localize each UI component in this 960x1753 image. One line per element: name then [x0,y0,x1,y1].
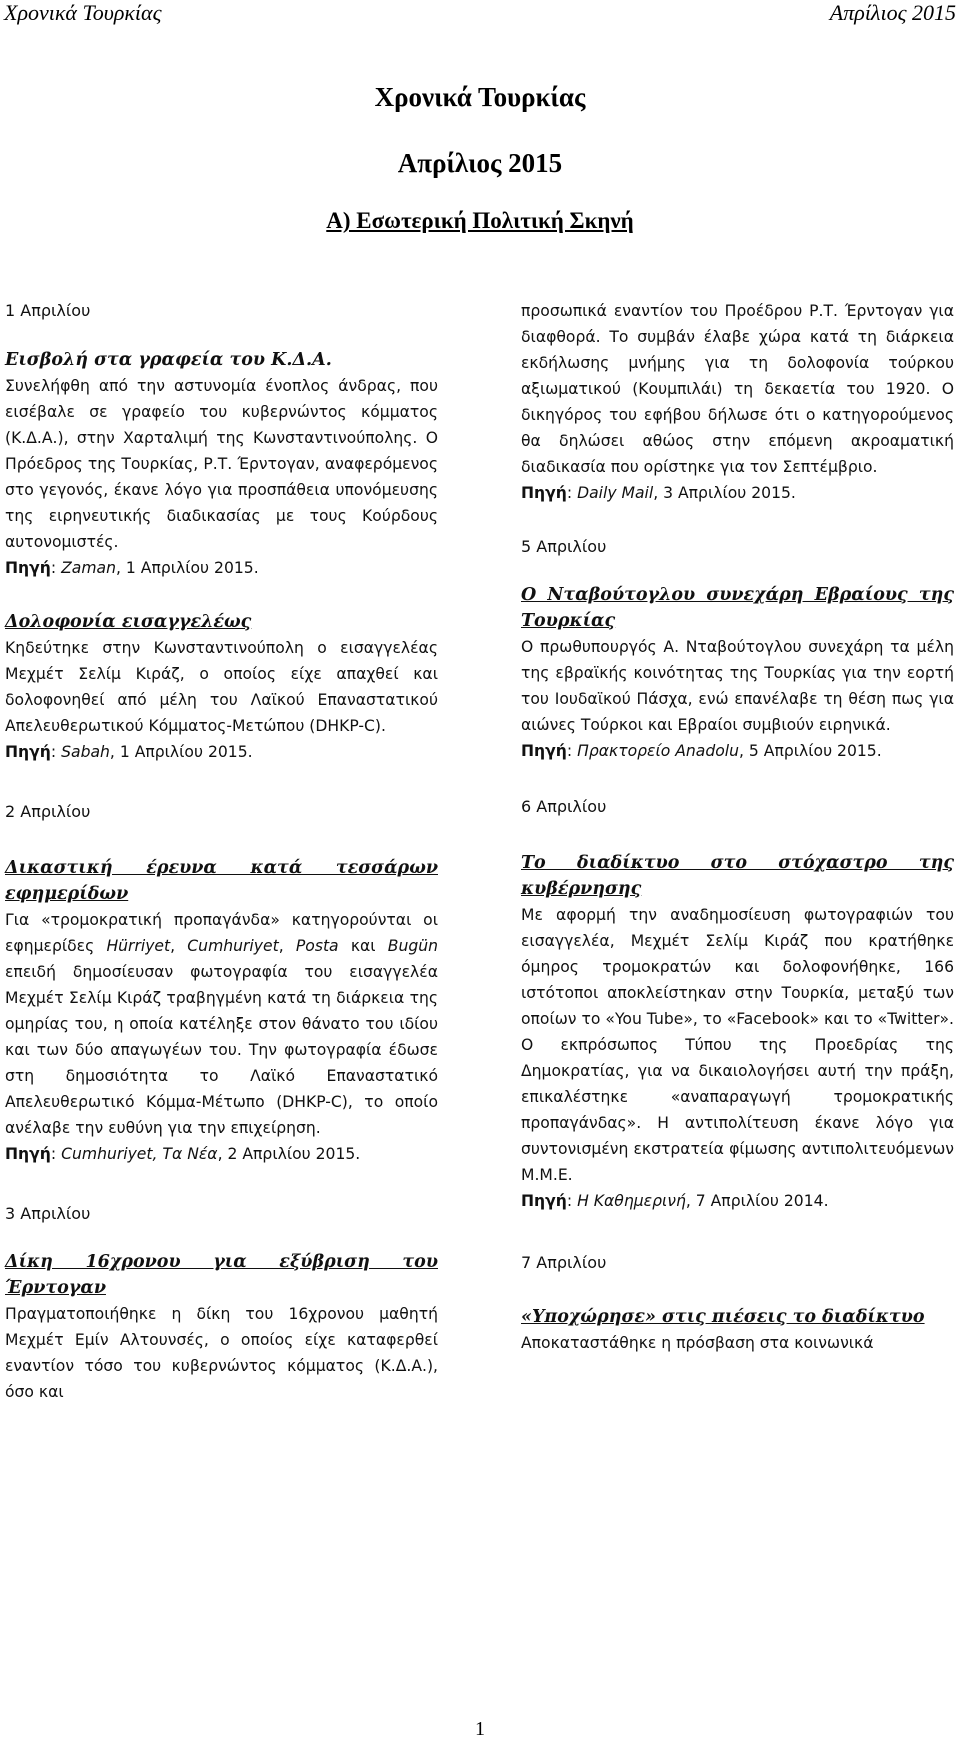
source-line: Πηγή: Sabah, 1 Απριλίου 2015. [5,743,253,761]
heading-newspapers-probe: Δικαστική έρευνα κατά τεσσάρων εφημερίδων [5,858,438,904]
source-line: Πηγή: Η Καθημερινή, 7 Απριλίου 2014. [521,1192,829,1210]
date-1-april: 1 Απριλίου [5,301,91,320]
page-month: Απρίλιος 2015 [397,148,563,178]
date-2-april: 2 Απριλίου [5,802,91,821]
article-davutoglu-jews: Ο πρωθυπουργός Α. Νταβούτογλου συνεχάρη τα μέλη της εβραϊκής κοινότητας της Τουρκίας για την εορτή του Ιουδαϊκού Πάσχα, ενώ επανέλαβε τη θέση πως για αιώνες Τούρκοι και Εβραίοι συμβιούν ειρηνικά. [521,638,954,734]
date-6-april: 6 Απριλίου [521,797,607,816]
source-line: Πηγή: Cumhuriyet, Τα Νέα, 2 Απριλίου 2015. [5,1145,361,1163]
page-number: 1 [475,1718,485,1740]
article-kda-raid: Συνελήφθη από την αστυνομία ένοπλος άνδρας, που εισέβαλε σε γραφείο του κυβερνώντος κόμματος (Κ.Δ.Α.), στην Χαρταλιμή της Κωνσταντινούπολης. Ο Πρόεδρος της Τουρκίας, Ρ.Τ. Έρντογαν, αναφερόμενος στο γεγονός, έκανε λόγο για προσπάθεια υπονόμευσης της ειρηνευτικής διαδικασίας με τους Κούρδους αυτονομιστές. [5,377,438,551]
page-title: Χρονικά Τουρκίας [374,82,586,112]
heading-davutoglu-jews: Ο Νταβούτογλου συνεχάρη Εβραίους της Τουρκίας [521,585,954,631]
date-5-april: 5 Απριλίου [521,537,607,556]
source-line: Πηγή: Daily Mail, 3 Απριλίου 2015. [521,484,796,502]
heading-internet-retreat: «Υποχώρησε» στις πιέσεις το διαδίκτυο [521,1307,925,1327]
heading-internet-target: Το διαδίκτυο στο στόχαστρο της κυβέρνησης [521,853,954,899]
article-prosecutor-murder: Κηδεύτηκε στην Κωνσταντινούπολη ο εισαγγελέας Μεχμέτ Σελίμ Κιράζ, ο οποίος είχε απαχθεί και δολοφονηθεί από μέλη του Λαϊκού Επαναστατικού Απελευθερωτικού Κόμματος-Μετώπου (DHKP-C). [5,639,438,735]
date-3-april: 3 Απριλίου [5,1204,91,1223]
date-7-april: 7 Απριλίου [521,1253,607,1272]
article-internet-retreat: Αποκαταστάθηκε η πρόσβαση στα κοινωνικά [521,1334,874,1352]
article-newspapers-probe: Για «τρομοκρατική προπαγάνδα» κατηγορούνται οι εφημερίδες Hürriyet, Cumhuriyet, Posta και Bugün επειδή δημοσίευσαν φωτογραφία του εισαγγελέα Μεχμέτ Σελίμ Κιράζ τραβηγμένη κατά τη διάρκεια της ομηρίας του, η οποία κατέληξε στον θάνατο του ιδίου και των δύο απαγωγέων του. Την φωτογραφία έδωσε στη δημοσιότητα το Λαϊκό Επαναστατικό Απελευθερωτικό Κόμμα-Μέτωπο (DHKP-C), το οποίο ανέλαβε την ευθύνη για την επιχείρηση. [5,911,438,1137]
left-column [5,298,438,1405]
article-teen-trial-continued: προσωπικά εναντίον του Προέδρου Ρ.Τ. Έρντογαν για διαφθορά. Το συμβάν έλαβε χώρα κατά τη διάρκεια εκδήλωσης μνήμης για τη δολοφονία τούρκου αξιωματικού (Κουμπιλάι) τη δεκαετία του 1920. Ο δικηγόρος του εφήβου δήλωσε ότι ο κατηγορούμενος θα δηλώσει αθώος στην επόμενη ακροαματική διαδικασία που ορίστηκε για τον Σεπτέμβριο. [521,302,954,476]
source-line: Πηγή: Πρακτορείο Anadolu, 5 Απριλίου 2015. [521,742,882,760]
heading-prosecutor-murder: Δολοφονία εισαγγελέως [5,612,252,632]
source-line: Πηγή: Zaman, 1 Απριλίου 2015. [5,559,259,577]
running-header [0,0,960,30]
heading-kda-raid: Εισβολή στα γραφεία του Κ.Δ.Α. [5,350,332,370]
article-internet-target: Με αφορμή την αναδημοσίευση φωτογραφιών του εισαγγελέα, Μεχμέτ Σελίμ Κιράζ που κρατήθηκε όμηρος τρομοκρατών και δολοφονήθηκε, 166 ιστότοποι αποκλείστηκαν στην Τουρκία, μεταξύ των οποίων το «You Tube», το «Facebook» και το «Twitter». Ο εκπρόσωπος Τύπου της Προεδρίας της Δημοκρατίας, για να δικαιολογήσει αυτή την πράξη, επικαλέστηκε «αναπαραγωγή τρομοκρατικής προπαγάνδας». Η αντιπολίτευση έκανε λόγο για συντονισμένη εκστρατεία φίμωσης αντιπολιτευόμενων Μ.Μ.Ε. [521,906,954,1184]
heading-teen-trial: Δίκη 16χρονου για εξύβριση του Έρντογαν [5,1252,438,1298]
header-date: Απρίλιος 2015 [829,0,956,25]
right-column [521,298,954,1356]
article-teen-trial: Πραγματοποιήθηκε η δίκη του 16χρονου μαθητή Μεχμέτ Εμίν Αλτουνσές, ο οποίος είχε καταφερθεί εναντίον τόσο του κυβερνώντος κόμματος (Κ.Δ.Α.), όσο και [5,1305,438,1401]
header-title: Χρονικά Τουρκίας [4,0,162,25]
section-title: Α) Εσωτερική Πολιτική Σκηνή [326,208,634,233]
